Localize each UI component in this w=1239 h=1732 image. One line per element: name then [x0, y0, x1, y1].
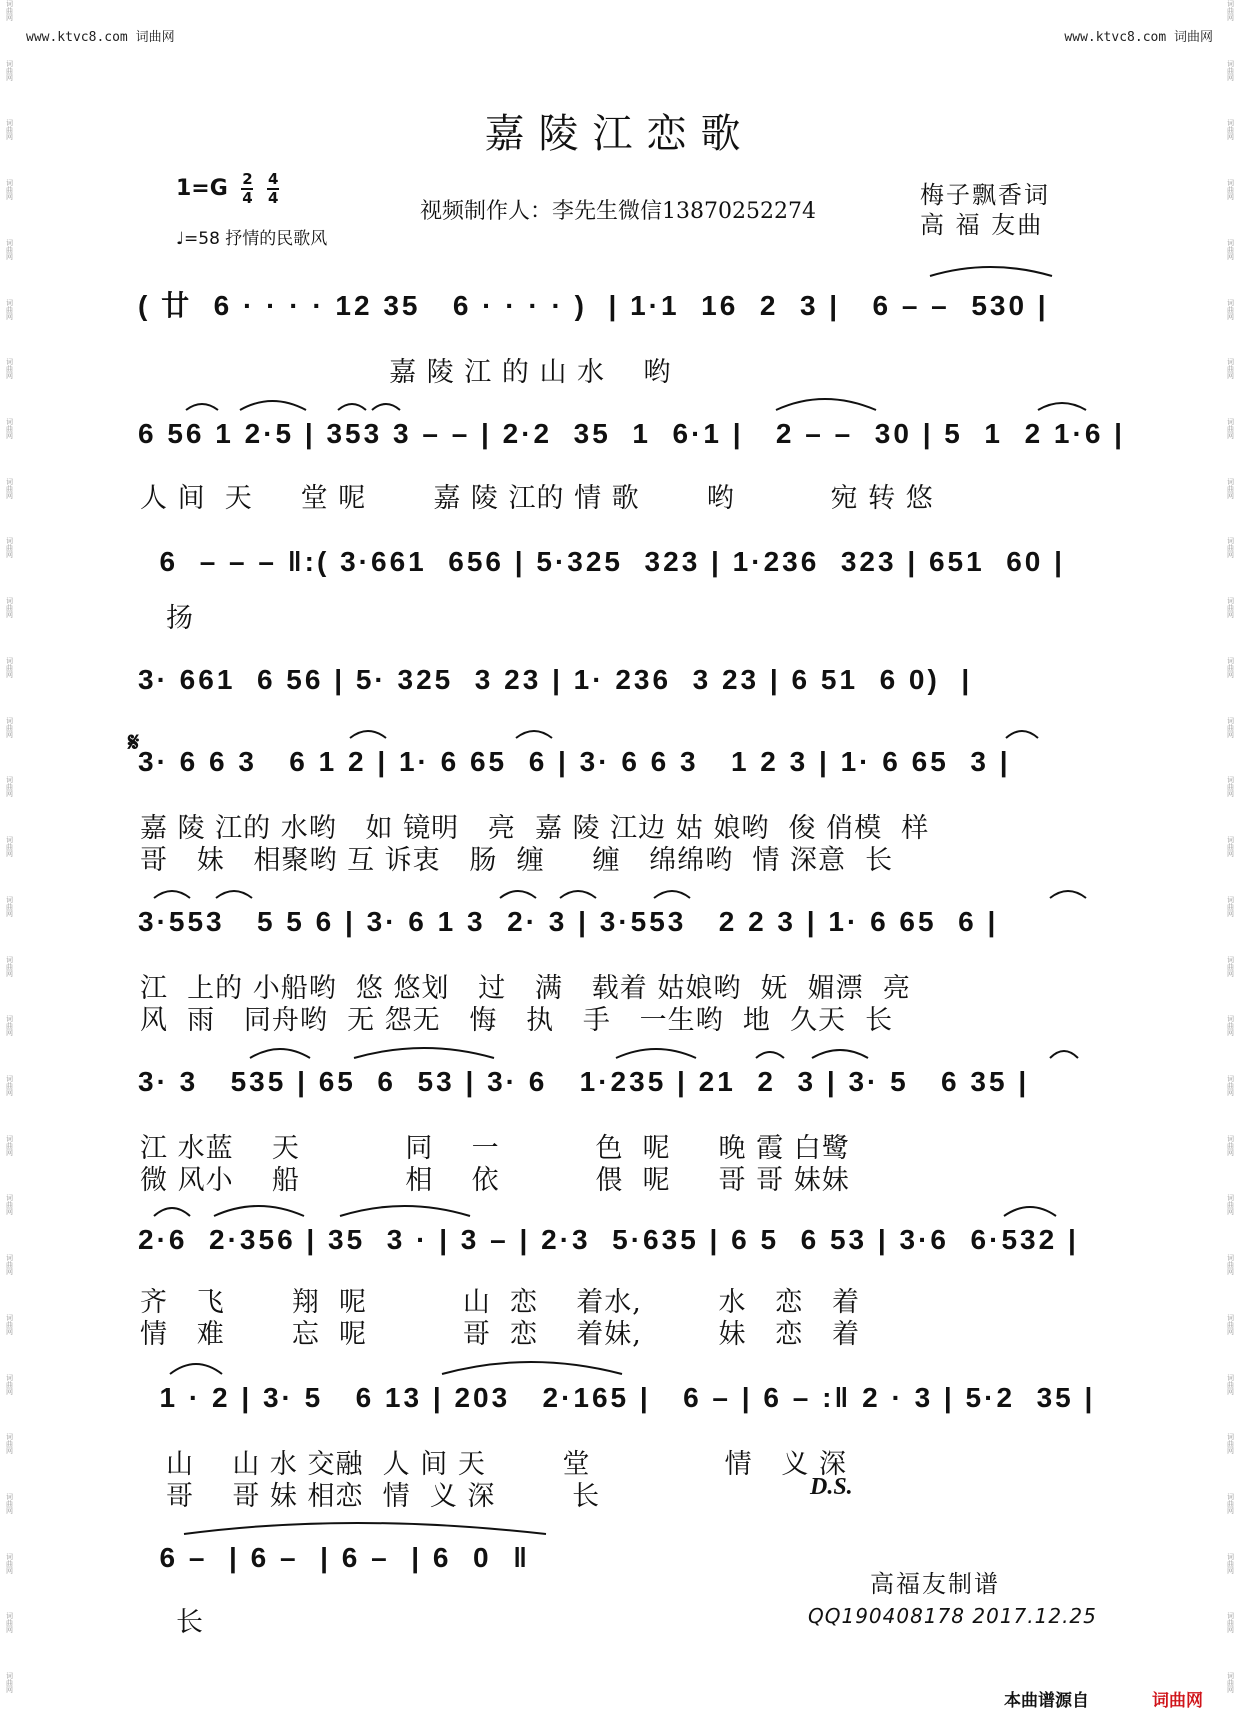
- edge-watermark-text: 词曲网: [1226, 179, 1235, 201]
- right-edge-watermark: [1223, 0, 1237, 1732]
- lyrics-line-2: 人 间 天 堂 呢 嘉 陵 江的 情 歌 哟 宛 转 悠: [140, 483, 934, 514]
- key-label: 1=G: [176, 176, 228, 201]
- edge-watermark-text: 词曲网: [1226, 0, 1235, 21]
- lyrics-line-6b: 风 雨 同舟哟 无 怨无 悔 执 手 一生哟 地 久天 长: [140, 1005, 894, 1036]
- edge-watermark-text: 词曲网: [5, 716, 14, 738]
- staff-line-6: 3·553 5 5 6 | 3· 6 1 3 2· 3 | 3·553 2 2 3 | 1· 6 65 6 |: [138, 906, 999, 937]
- edge-watermark-text: 词曲网: [1226, 656, 1235, 678]
- staff-line-10: 6 – | 6 – | 6 – | 6 0 ‖: [138, 1542, 531, 1573]
- staff-line-5: 3· 6 6 3 6 1 2 | 1· 6 65 6 | 3· 6 6 3 1 2 3 | 1· 6 65 3 |: [138, 746, 1011, 777]
- edge-watermark-text: 词曲网: [1226, 418, 1235, 440]
- ds-mark: D.S.: [810, 1474, 853, 1500]
- edge-watermark-text: 词曲网: [1226, 537, 1235, 559]
- site-url-left[interactable]: www.ktvc8.com 词曲网: [26, 30, 175, 45]
- edge-watermark-text: 词曲网: [5, 1433, 14, 1455]
- lyrics-line-8b: 情 难 忘 呢 哥 恋 着妹, 妹 恋 着: [140, 1319, 861, 1350]
- lyrics-line-7b: 微 风小 船 相 依 偎 呢 哥 哥 妹妹: [140, 1165, 850, 1196]
- edge-watermark-text: 词曲网: [5, 238, 14, 260]
- edge-watermark-text: 词曲网: [1226, 895, 1235, 917]
- site-url-right[interactable]: www.ktvc8.com 词曲网: [1064, 30, 1213, 45]
- song-title: 嘉陵江恋歌: [484, 111, 755, 157]
- edge-watermark-text: 词曲网: [5, 955, 14, 977]
- lyrics-line-8a: 齐 飞 翔 呢 山 恋 着水, 水 恋 着: [140, 1287, 861, 1318]
- edge-watermark-text: 词曲网: [1226, 1672, 1235, 1694]
- edge-watermark-text: 词曲网: [1226, 597, 1235, 619]
- source-label: 本曲谱源自: [1004, 1691, 1089, 1711]
- edge-watermark-text: 词曲网: [1226, 1552, 1235, 1574]
- edge-watermark-text: 词曲网: [1226, 1194, 1235, 1216]
- edge-watermark-text: 词曲网: [5, 776, 14, 798]
- staff-line-7: 3· 3 535 | 65 6 53 | 3· 6 1·235 | 21 2 3 | 3· 5 6 35 |: [138, 1066, 1030, 1097]
- edge-watermark-text: 词曲网: [5, 179, 14, 201]
- staff-line-1: ( 廿 6 · · · · 12 35 6 · · · · ) | 1·1 16 2 3 | 6 – – 530 |: [138, 290, 1049, 321]
- edge-watermark-text: 词曲网: [1226, 298, 1235, 320]
- lyrics-line-5a: 嘉 陵 江的 水哟 如 镜明 亮 嘉 陵 江边 姑 娘哟 俊 俏模 样: [140, 813, 930, 844]
- edge-watermark-text: 词曲网: [1226, 119, 1235, 141]
- edge-watermark-text: 词曲网: [5, 1492, 14, 1514]
- lyrics-line-9b: 哥 哥 妹 相恋 情 义 深 长: [166, 1481, 601, 1512]
- edge-watermark-text: 词曲网: [1226, 1492, 1235, 1514]
- staff-line-4: 3· 661 6 56 | 5· 325 3 23 | 1· 236 3 23 | 6 51 6 0) |: [138, 664, 973, 695]
- time-signature-2-4: $\frac{2}{4}$: [242, 170, 253, 207]
- edge-watermark-text: 词曲网: [5, 1373, 14, 1395]
- edge-watermark-text: 词曲网: [1226, 477, 1235, 499]
- edge-watermark-text: 词曲网: [1226, 1134, 1235, 1156]
- credits-block: [920, 180, 1050, 240]
- edge-watermark-text: 词曲网: [5, 1134, 14, 1156]
- contact-date: QQ190408178 2017.12.25: [808, 1604, 1097, 1628]
- lyrics-line-6a: 江 上的 小船哟 悠 悠划 过 满 载着 姑娘哟 妩 媚漂 亮: [140, 973, 911, 1004]
- edge-watermark-text: 词曲网: [5, 836, 14, 858]
- staff-line-8: 2·6 2·356 | 35 3 · | 3 – | 2·3 5·635 | 6 5 6 53 | 3·6 6·532 |: [138, 1224, 1079, 1255]
- edge-watermark-text: 词曲网: [1226, 1612, 1235, 1634]
- edge-watermark-text: 词曲网: [1226, 776, 1235, 798]
- edge-watermark-text: 词曲网: [1226, 1015, 1235, 1037]
- edge-watermark-text: 词曲网: [5, 537, 14, 559]
- edge-watermark-text: 词曲网: [1226, 358, 1235, 380]
- edge-watermark-text: 词曲网: [5, 418, 14, 440]
- edge-watermark-text: 词曲网: [1226, 59, 1235, 81]
- lyrics-line-9a: 山 山 水 交融 人 间 天 堂 情 义 深: [166, 1449, 847, 1480]
- time-signature-4-4: $\frac{4}{4}$: [267, 170, 279, 207]
- lyrics-line-1: 嘉 陵 江 的 山 水 哟: [140, 357, 672, 388]
- edge-watermark-text: 词曲网: [5, 59, 14, 81]
- edge-watermark-text: 词曲网: [5, 1074, 14, 1096]
- edge-watermark-text: 词曲网: [5, 656, 14, 678]
- edge-watermark-text: 词曲网: [5, 358, 14, 380]
- edge-watermark-text: 词曲网: [1226, 1313, 1235, 1335]
- left-edge-watermark: [2, 0, 16, 1732]
- staff-line-9: 1 · 2 | 3· 5 6 13 | 203 2·165 | 6 – | 6 – :‖ 2 · 3 | 5·2 35 |: [138, 1382, 1096, 1413]
- edge-watermark-text: 词曲网: [5, 1313, 14, 1335]
- edge-watermark-text: 词曲网: [5, 0, 14, 21]
- lyrics-line-3: 扬: [166, 603, 194, 634]
- edge-watermark-text: 词曲网: [1226, 716, 1235, 738]
- edge-watermark-text: 词曲网: [5, 1612, 14, 1634]
- edge-watermark-text: 词曲网: [5, 1672, 14, 1694]
- lyricist: 梅子飘香词: [920, 181, 1050, 209]
- edge-watermark-text: 词曲网: [5, 1194, 14, 1216]
- edge-watermark-text: 词曲网: [5, 298, 14, 320]
- staff-line-3: 6 – – – ‖:( 3·661 656 | 5·325 323 | 1·236 323 | 651 60 |: [138, 546, 1065, 577]
- edge-watermark-text: 词曲网: [5, 1015, 14, 1037]
- edge-watermark-text: 词曲网: [1226, 1433, 1235, 1455]
- segno-sign: 𝄋: [128, 728, 140, 758]
- edge-watermark-text: 词曲网: [5, 895, 14, 917]
- transcriber-credit: 高福友制谱: [870, 1570, 1000, 1598]
- edge-watermark-text: 词曲网: [1226, 836, 1235, 858]
- lyrics-line-7a: 江 水蓝 天 同 一 色 呢 晚 霞 白鹭: [140, 1133, 850, 1164]
- composer: 高 福 友曲: [920, 211, 1044, 239]
- edge-watermark-text: 词曲网: [1226, 1254, 1235, 1276]
- lyrics-line-10: 长: [176, 1607, 204, 1638]
- edge-watermark-text: 词曲网: [1226, 1074, 1235, 1096]
- video-producer: 视频制作人：李先生微信13870252274: [420, 199, 816, 224]
- staff-line-2: 6 56 1 2·5 | 353 3 – – | 2·2 35 1 6·1 | 2 – – 30 | 5 1 2 1·6 |: [138, 418, 1125, 449]
- edge-watermark-text: 词曲网: [1226, 955, 1235, 977]
- edge-watermark-text: 词曲网: [5, 477, 14, 499]
- edge-watermark-text: 词曲网: [5, 119, 14, 141]
- key-signature: [176, 172, 279, 206]
- tempo-mark: ♩=58 抒情的民歌风: [176, 229, 328, 249]
- edge-watermark-text: 词曲网: [5, 597, 14, 619]
- edge-watermark-text: 词曲网: [5, 1552, 14, 1574]
- source-site-logo[interactable]: 词曲网: [1152, 1691, 1203, 1711]
- edge-watermark-text: 词曲网: [1226, 1373, 1235, 1395]
- edge-watermark-text: 词曲网: [1226, 238, 1235, 260]
- edge-watermark-text: 词曲网: [5, 1254, 14, 1276]
- lyrics-line-5b: 哥 妹 相聚哟 互 诉衷 肠 缠 缠 绵绵哟 情 深意 长: [140, 845, 894, 876]
